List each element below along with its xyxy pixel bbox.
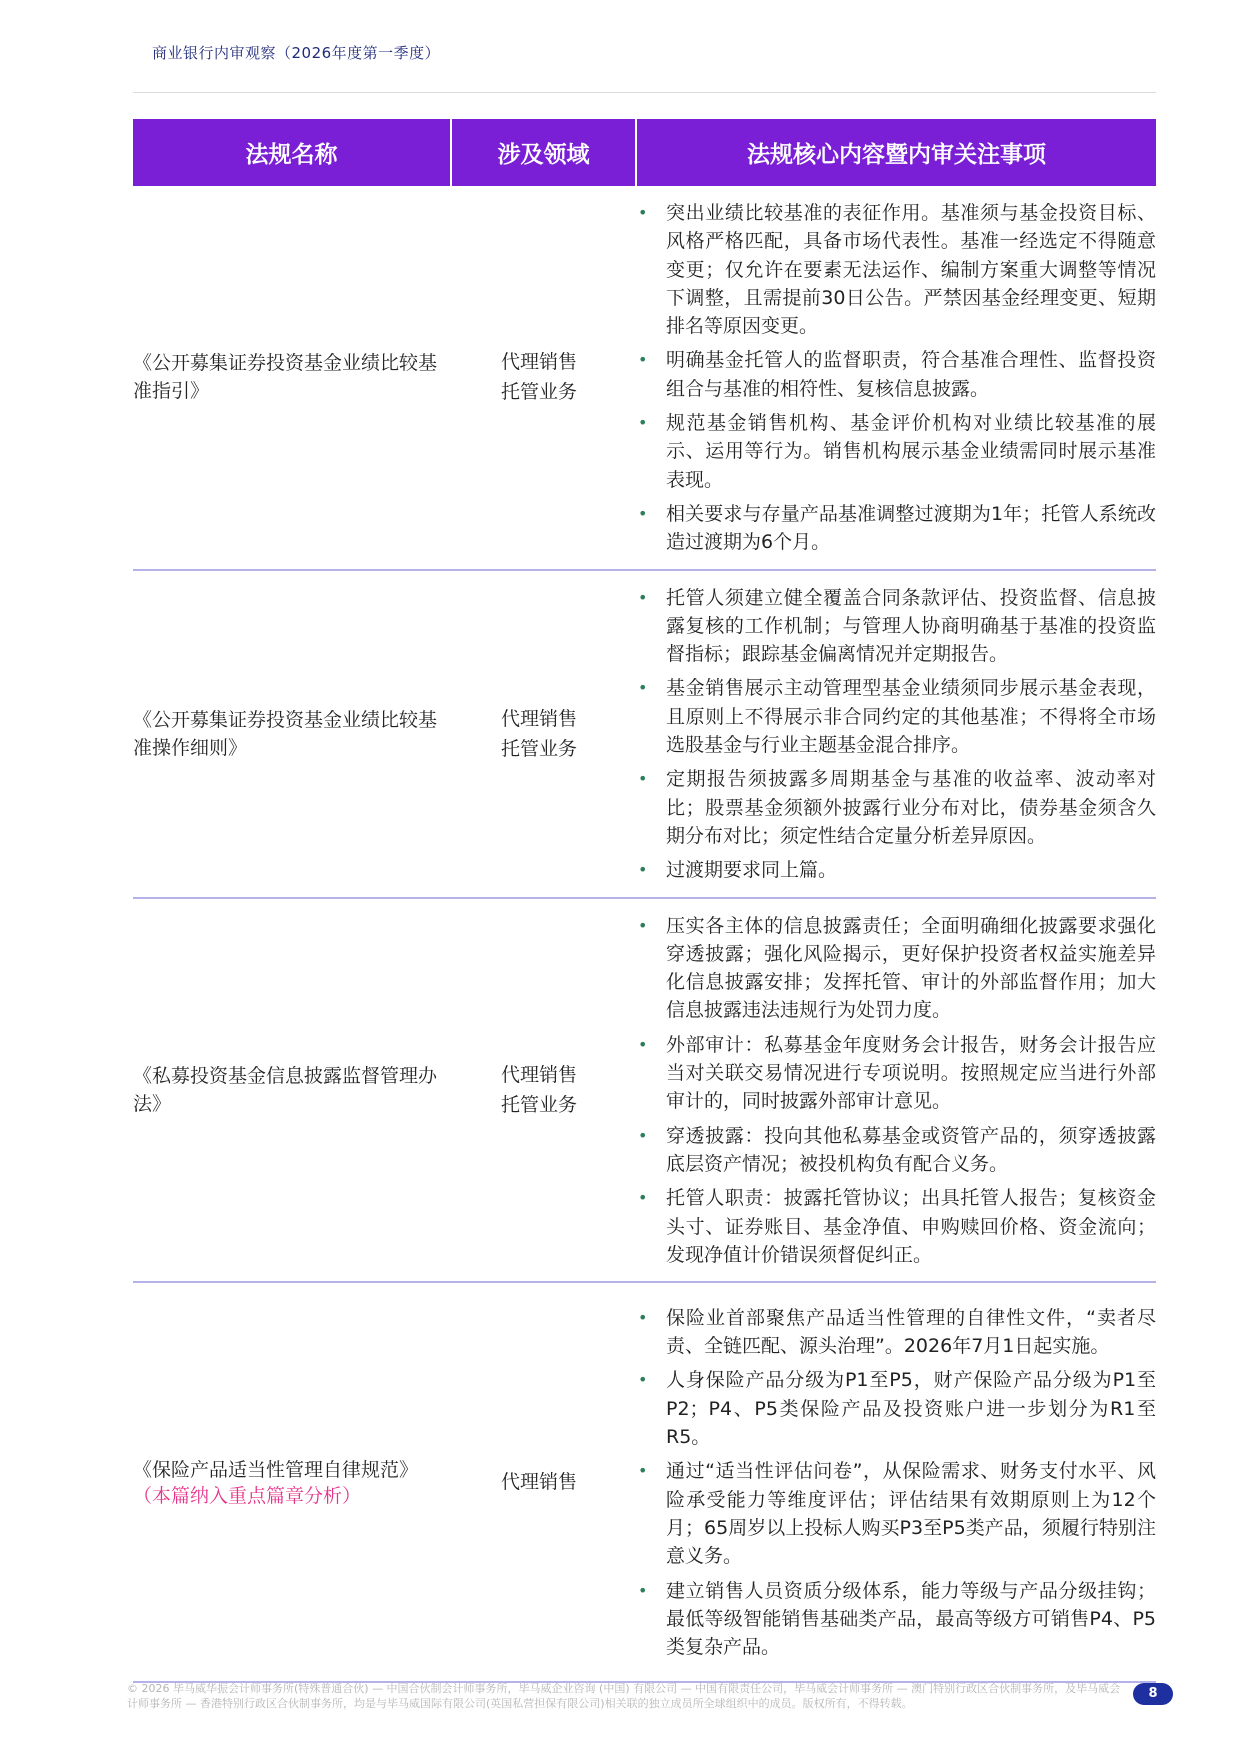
domain-tag: 代理销售 <box>501 1471 578 1494</box>
list-item: • 基金销售展示主动管理型基金业绩须同步展示基金表现，且原则上不得展示非合同约定的其他基准；不得将全市场选股基金与行业主题基金混合排序。 <box>636 674 1156 759</box>
list-item: • 建立销售人员资质分级体系，能力等级与产品分级挂钩；最低等级智能销售基础类产品，最高等级方可销售P4、P5类复杂产品。 <box>636 1577 1156 1662</box>
list-item: • 外部审计：私募基金年度财务会计报告，财务会计报告应当对关联交易情况进行专项说明。按照规定应当进行外部审计的，同时披露外部审计意见。 <box>636 1031 1156 1116</box>
core-content-cell <box>636 570 1156 898</box>
bullet-dot-icon: • <box>638 1370 648 1390</box>
domain-tag: 托管业务 <box>501 737 578 760</box>
list-item: • 穿透披露：投向其他私募基金或资管产品的，须穿透披露底层资产情况；被投机构负有配合义务。 <box>636 1122 1156 1179</box>
bullet-dot-icon: • <box>638 1188 648 1208</box>
focus-chapter-note: （本篇纳入重点篇章分析） <box>133 1485 362 1508</box>
list-item: • 相关要求与存量产品基准调整过渡期为1年；托管人系统改造过渡期为6个月。 <box>636 500 1156 557</box>
copyright-footer: © 2026 毕马威华振会计师事务所(特殊普通合伙) — 中国合伙制会计师事务所，毕马威企业咨询 (中国) 有限公司 — 中国有限责任公司，毕马威会计师事务所 — 澳门特别行政区合伙制事务所，及毕马威会计师事务所 — 香港特别行政区合伙制事务所，均是与毕马威国际有限公司(英国私营担保有限公司)相关联的独立成员所全球组织中的成员。版权所有，不得转载。 <box>127 1682 1121 1710</box>
domain-tag: 代理销售 <box>501 707 578 730</box>
domain-cell <box>451 570 636 898</box>
domain-cell <box>451 1282 636 1682</box>
bullet-dot-icon: • <box>638 587 648 607</box>
bullet-dot-icon: • <box>638 769 648 789</box>
regulations-table <box>133 119 1156 1683</box>
bullet-dot-icon: • <box>638 1034 648 1054</box>
regulation-name: 《公开募集证券投资基金业绩比较基准操作细则》 <box>133 708 438 759</box>
bullet-dot-icon: • <box>638 1580 648 1600</box>
list-item: • 定期报告须披露多周期基金与基准的收益率、波动率对比；股票基金须额外披露行业分布对比，债券基金须含久期分布对比；须定性结合定量分析差异原因。 <box>636 765 1156 850</box>
bullet-dot-icon: • <box>638 503 648 523</box>
table-row <box>133 1282 1156 1682</box>
header-divider <box>133 92 1156 93</box>
list-item: • 压实各主体的信息披露责任；全面明确细化披露要求强化穿透披露；强化风险揭示，更好保护投资者权益实施差异化信息披露安排；发挥托管、审计的外部监督作用；加大信息披露违法违规行为处罚力度。 <box>636 912 1156 1025</box>
bullet-list <box>636 186 1156 569</box>
regulation-name-cell <box>133 186 451 570</box>
table-header-row <box>133 119 1156 186</box>
bullet-dot-icon: • <box>638 678 648 698</box>
domain-tag: 代理销售 <box>501 351 578 374</box>
list-item: • 突出业绩比较基准的表征作用。基准须与基金投资目标、风格严格匹配，具备市场代表性。基准一经选定不得随意变更；仅允许在要素无法运作、编制方案重大调整等情况下调整，且需提前30日公告。严禁因基金经理变更、短期排名等原因变更。 <box>636 199 1156 340</box>
regulation-name: 《公开募集证券投资基金业绩比较基准指引》 <box>133 352 438 403</box>
regulation-name: 《保险产品适当性管理自律规范》 <box>133 1459 419 1482</box>
core-content-cell <box>636 898 1156 1283</box>
page-header-title: 商业银行内审观察（2026年度第一季度） <box>152 44 441 62</box>
bullet-dot-icon: • <box>638 1307 648 1327</box>
bullet-dot-icon: • <box>638 350 648 370</box>
domain-cell <box>451 898 636 1283</box>
column-header-core-content: 法规核心内容暨内审关注事项 <box>636 119 1156 186</box>
table-row <box>133 570 1156 898</box>
bullet-dot-icon: • <box>638 203 648 222</box>
page-number-badge: 8 <box>1133 1683 1173 1705</box>
bullet-dot-icon: • <box>638 860 648 880</box>
bullet-dot-icon: • <box>638 1461 648 1481</box>
table-row <box>133 898 1156 1283</box>
list-item: • 通过“适当性评估问卷”，从保险需求、财务支付水平、风险承受能力等维度评估；评估结果有效期原则上为12个月；65周岁以上投标人购买P3至P5类产品，须履行特别注意义务。 <box>636 1457 1156 1570</box>
regulation-name-cell <box>133 570 451 898</box>
bullet-dot-icon: • <box>638 1125 648 1145</box>
core-content-cell <box>636 186 1156 570</box>
list-item: • 人身保险产品分级为P1至P5，财产保险产品分级为P1至P2；P4、P5类保险产品及投资账户进一步划分为R1至R5。 <box>636 1366 1156 1451</box>
bullet-dot-icon: • <box>638 413 648 433</box>
column-header-domain: 涉及领域 <box>451 119 636 186</box>
list-item: • 保险业首部聚焦产品适当性管理的自律性文件，“卖者尽责、全链匹配、源头治理”。2026年7月1日起实施。 <box>636 1304 1156 1361</box>
bullet-list <box>636 1291 1156 1674</box>
table-row <box>133 186 1156 570</box>
list-item: • 规范基金销售机构、基金评价机构对业绩比较基准的展示、运用等行为。销售机构展示基金业绩需同时展示基准表现。 <box>636 409 1156 494</box>
bullet-dot-icon: • <box>638 915 648 935</box>
list-item: • 托管人须建立健全覆盖合同条款评估、投资监督、信息披露复核的工作机制；与管理人协商明确基于基准的投资监督指标；跟踪基金偏离情况并定期报告。 <box>636 584 1156 669</box>
list-item: • 过渡期要求同上篇。 <box>636 856 1156 884</box>
regulation-name: 《私募投资基金信息披露监督管理办法》 <box>133 1064 438 1115</box>
domain-tag: 托管业务 <box>501 1093 578 1116</box>
domain-tag: 代理销售 <box>501 1063 578 1086</box>
regulation-name-cell <box>133 898 451 1283</box>
list-item: • 托管人职责：披露托管协议；出具托管人报告；复核资金头寸、证券账目、基金净值、申购赎回价格、资金流向；发现净值计价错误须督促纠正。 <box>636 1184 1156 1269</box>
list-item: • 明确基金托管人的监督职责，符合基准合理性、监督投资组合与基准的相符性、复核信息披露。 <box>636 346 1156 403</box>
regulation-name-cell <box>133 1282 451 1682</box>
core-content-cell <box>636 1282 1156 1682</box>
domain-cell <box>451 186 636 570</box>
column-header-regulation-name: 法规名称 <box>133 119 451 186</box>
domain-tag: 托管业务 <box>501 381 578 404</box>
bullet-list <box>636 899 1156 1282</box>
bullet-list <box>636 571 1156 897</box>
